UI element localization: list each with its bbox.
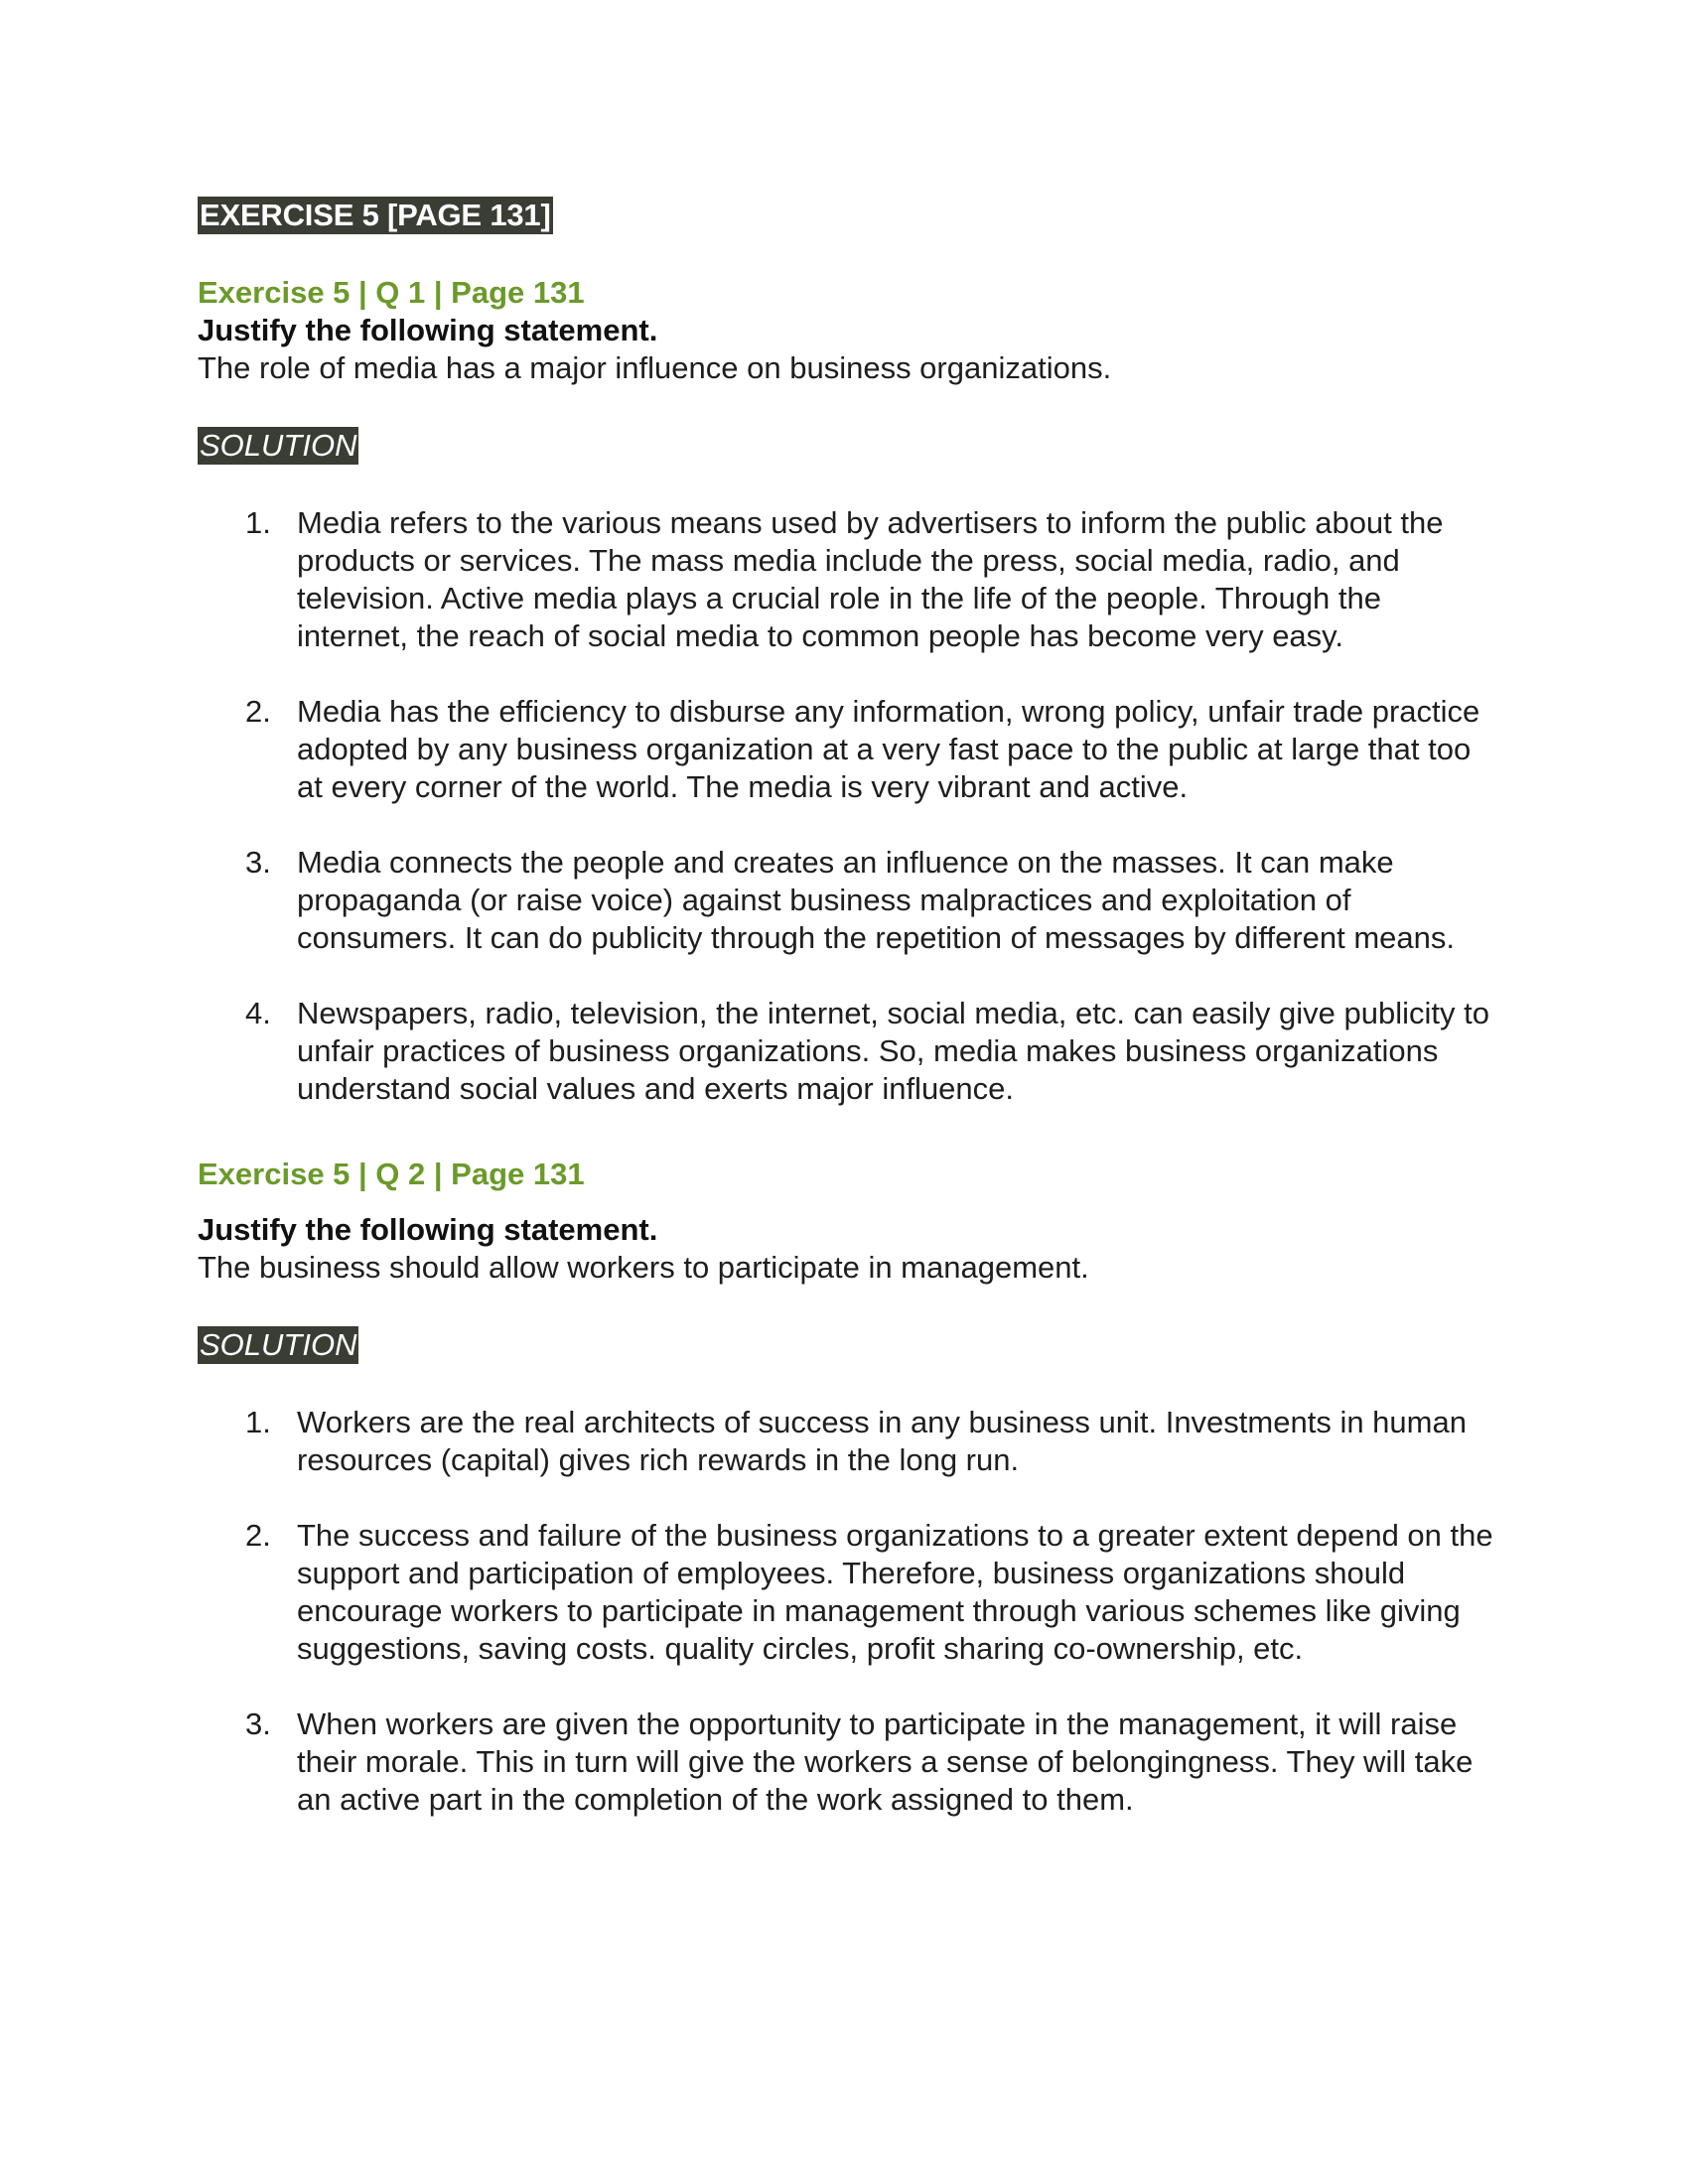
- exercise-heading: EXERCISE 5 [PAGE 131]: [200, 198, 551, 232]
- answer-item: [198, 1517, 1498, 1668]
- question-instruction: Justify the following statement.: [198, 313, 658, 347]
- question-block-1: [198, 274, 1498, 1108]
- answer-text: When workers are given the opportunity to participate in the management, it will raise their morale. This in turn will give the workers a sense of belongingness. They will take an active part in the completion of the work assigned to them.: [297, 1706, 1474, 1817]
- question-block-2: [198, 1156, 1498, 1819]
- answer-text: Workers are the real architects of success in any business unit. Investments in human resources (capital) gives rich rewards in the long run.: [297, 1405, 1467, 1477]
- answer-text: Media has the efficiency to disburse any information, wrong policy, unfair trade practice adopted by any business organization at a very fast pace to the public at large that too at every corner of the world. The media is very vibrant and active.: [297, 694, 1480, 804]
- answer-text: The success and failure of the business organizations to a greater extent depend on the support and participation of employees. Therefore, business organizations should encourage workers to participate in management through various schemes like giving suggestions, saving costs. quality circles, profit sharing co-ownership, etc.: [297, 1518, 1493, 1666]
- solution-label: SOLUTION: [200, 1327, 357, 1362]
- answer-text: Media refers to the various means used by advertisers to inform the public about the products or services. The mass media include the press, social media, radio, and television. Active media plays a crucial role in the life of the people. Through the internet, the reach of social media to common people has become very easy.: [297, 505, 1444, 653]
- answer-item: [198, 844, 1498, 957]
- answer-list: [198, 504, 1498, 1108]
- answer-list: [198, 1404, 1498, 1819]
- answer-number: 2.: [245, 1518, 271, 1553]
- answer-number: 2.: [245, 694, 271, 729]
- answer-number: 1.: [245, 1405, 271, 1439]
- answer-item: [198, 1404, 1498, 1479]
- question-statement: The business should allow workers to participate in management.: [198, 1250, 1089, 1285]
- answer-item: [198, 1706, 1498, 1819]
- exercise-heading-row: [198, 197, 1498, 234]
- answer-item: [198, 995, 1498, 1108]
- solution-label: SOLUTION: [200, 428, 357, 463]
- answer-number: 1.: [245, 505, 271, 540]
- answer-item: [198, 504, 1498, 655]
- answer-item: [198, 693, 1498, 806]
- question-instruction: Justify the following statement.: [198, 1212, 658, 1247]
- page-content: [198, 197, 1498, 1819]
- answer-text: Media connects the people and creates an influence on the masses. It can make propaganda (or raise voice) against business malpractices and exploitation of consumers. It can do publicity through the repetition of messages by different means.: [297, 845, 1456, 955]
- answer-number: 3.: [245, 845, 271, 880]
- answer-number: 4.: [245, 996, 271, 1030]
- answer-text: Newspapers, radio, television, the internet, social media, etc. can easily give publicity to unfair practices of business organizations. So, media makes business organizations understand social values and exerts major influence.: [297, 996, 1489, 1106]
- question-title: Exercise 5 | Q 1 | Page 131: [198, 275, 585, 310]
- question-statement: The role of media has a major influence on business organizations.: [198, 350, 1112, 385]
- answer-number: 3.: [245, 1706, 271, 1741]
- question-title: Exercise 5 | Q 2 | Page 131: [198, 1157, 585, 1191]
